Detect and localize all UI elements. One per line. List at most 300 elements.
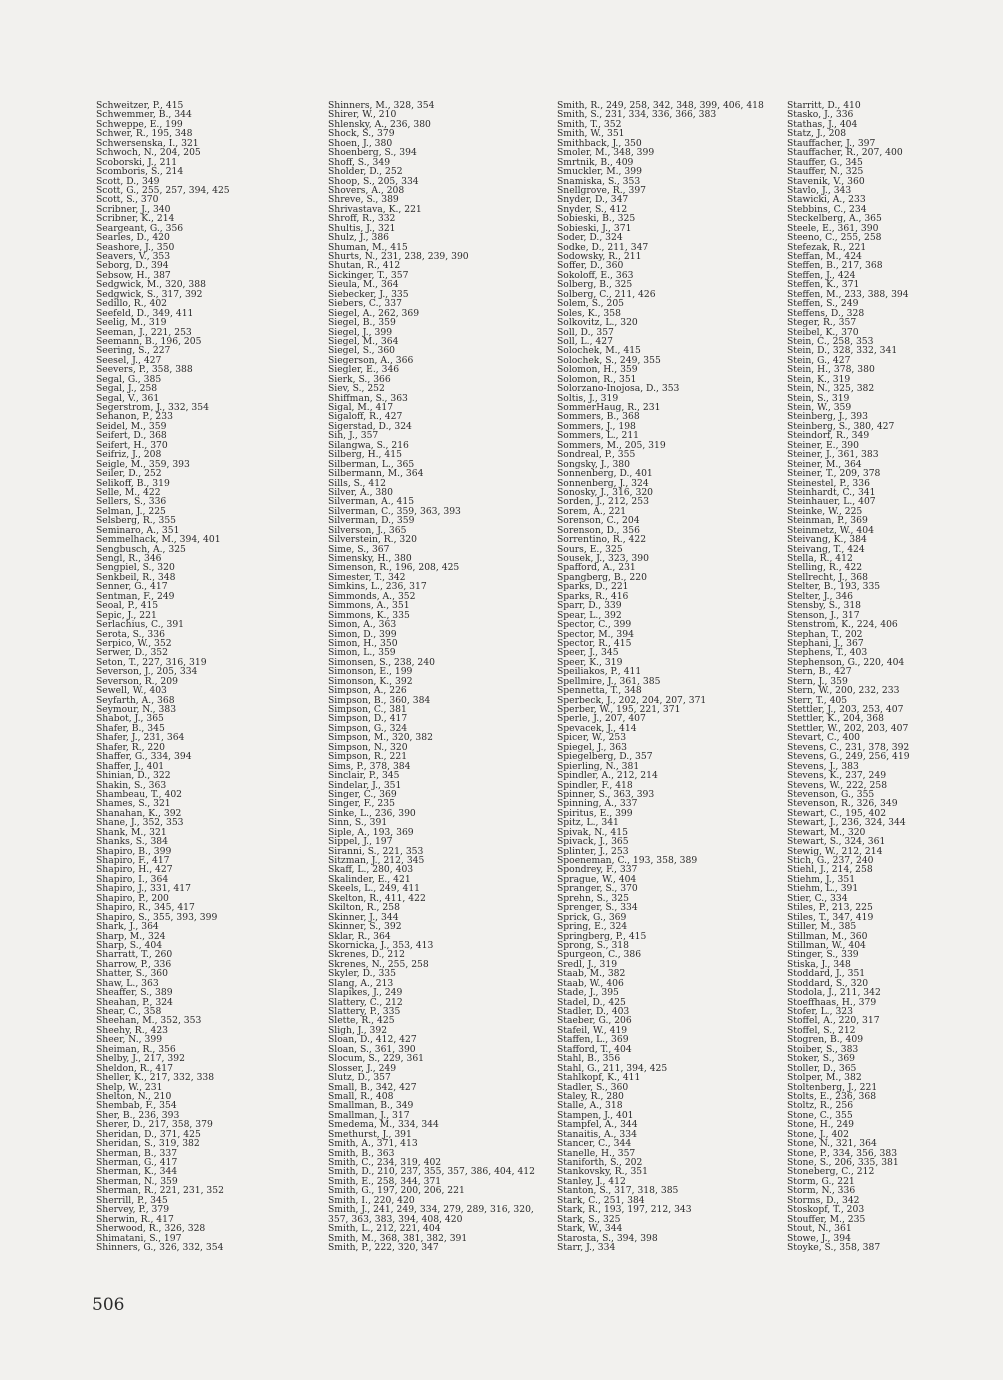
index-entry: Sherwood, R., 326, 328 [96, 1223, 206, 1235]
index-entry: Stiles, T., 347, 419 [787, 911, 874, 923]
index-entry: Steffen, B., 217, 368 [787, 260, 883, 272]
index-entry: Sime, S., 367 [328, 543, 390, 555]
index-entry: Sigerstad, D., 324 [328, 420, 412, 432]
index-entry: Sierk, S., 366 [328, 373, 391, 385]
index-entry: Serota, S., 336 [96, 628, 165, 640]
index-entry: Stephani, J., 367 [787, 637, 864, 649]
index-entry: Sholder, D., 252 [328, 166, 403, 178]
index-entry: Starritt, D., 410 [787, 100, 861, 111]
index-entry: Siebecker, J., 335 [328, 288, 409, 300]
index-entry: Stein, W., 359 [787, 402, 852, 413]
index-entry: Spiegel, J., 363 [557, 741, 627, 753]
index-entry: Stella, R., 412 [787, 553, 853, 564]
index-entry: Shapiro, F., 417 [96, 855, 170, 866]
index-entry: Shoenberg, S., 394 [328, 147, 417, 159]
index-entry: Sprick, G., 369 [557, 911, 627, 923]
index-entry: Stelter, B., 193, 335 [787, 581, 881, 593]
index-entry: Stade, J., 395 [557, 987, 619, 999]
index-entry: Stich, G., 237, 240 [787, 855, 874, 866]
index-entry: Selman, J., 225 [96, 505, 166, 517]
index-entry: Seminaro, A., 351 [96, 524, 180, 536]
index-entry: Storm, N., 336 [787, 1185, 856, 1197]
index-entry: Stillman, W., 404 [787, 939, 866, 951]
index-entry: Shakin, S., 363 [96, 779, 167, 791]
index-entry: Seesel, J., 427 [96, 354, 162, 366]
index-entry: Stiehl, J., 214, 258 [787, 864, 873, 876]
index-entry: Spangberg, B., 220 [557, 571, 647, 583]
index-entry: Stewart, J., 236, 324, 344 [787, 817, 906, 829]
index-entry: Sellers, S., 336 [96, 496, 167, 508]
index-entry: Spicer, W., 253 [557, 732, 627, 744]
index-entry: Seevers, P., 358, 388 [96, 364, 193, 376]
index-entry: Shafer, J., 231, 364 [96, 732, 185, 744]
index-entry: Segal, V., 361 [96, 392, 160, 404]
index-entry: Stark, W., 344 [557, 1223, 623, 1235]
index-entry: Slutz, D., 357 [328, 1072, 391, 1084]
index-entry: Shaffer, J., 401 [96, 760, 165, 772]
index-entry: Spranger, S., 370 [557, 883, 638, 895]
index-entry: Simmons, K., 335 [328, 609, 410, 621]
index-entry: Stadel, D., 425 [557, 996, 626, 1008]
index-entry: Springberg, P., 415 [557, 930, 647, 942]
index-entry: Stoddard, J., 351 [787, 968, 866, 980]
index-entry: Shafer, B., 345 [96, 722, 165, 734]
index-entry: Siegerson, A., 366 [328, 354, 414, 366]
index-entry: Stoller, D., 365 [787, 1062, 857, 1074]
index-entry: Smith, D., 210, 237, 355, 357, 386, 404, 412 [328, 1166, 535, 1178]
index-entry: Stelling, R., 422 [787, 562, 863, 574]
index-entry: Shambeau, T., 402 [96, 788, 183, 800]
index-entry: Stampen, J., 401 [557, 1109, 634, 1121]
index-entry: Stanaitis, A., 334 [557, 1128, 637, 1140]
index-entry: Slapikes, J., 249 [328, 987, 403, 999]
index-entry: Stahlkopf, K., 411 [557, 1072, 641, 1084]
index-entry: Sherman, B., 337 [96, 1147, 178, 1159]
index-entry: Sedillo, R., 402 [96, 298, 168, 310]
index-entry: Smallman, B., 349 [328, 1100, 414, 1112]
index-entry: Sommers, L., 211 [557, 430, 640, 442]
index-entry: Shervey, P., 379 [96, 1204, 170, 1216]
index-entry: Siranni, S., 221, 353 [328, 845, 424, 857]
index-entry: Simpson, A., 226 [328, 685, 407, 697]
index-entry: Stone, J., 402 [787, 1128, 849, 1140]
index-entry: Sheehy, R., 423 [96, 1024, 169, 1036]
index-entry: Smith, T., 352 [557, 118, 622, 130]
index-entry: Stoddard, S., 320 [787, 977, 869, 989]
index-entry: Scribner, J., 340 [96, 203, 171, 215]
index-entry: Stauffacher, J., 397 [787, 137, 876, 149]
index-entry: Slattery, C., 212 [328, 996, 403, 1008]
index-entry: Sippel, J., 197 [328, 836, 393, 848]
index-entry: Sih, J., 357 [328, 430, 379, 442]
index-entry: Sonnenberg, J., 324 [557, 477, 649, 489]
index-entry: Shabot, J., 365 [96, 713, 164, 725]
index-entry: Snyder, D., 347 [557, 194, 629, 206]
index-entry: Sprehn, S., 325 [557, 892, 629, 904]
index-entry: Sligh, J., 392 [328, 1024, 388, 1036]
index-entry: Stevart, C., 400 [787, 732, 861, 744]
index-entry: Smith, R., 249, 258, 342, 348, 399, 406, 418 [557, 100, 764, 111]
index-entry: Soles, K., 358 [557, 307, 621, 319]
index-entry: Stadler, D., 403 [557, 1006, 630, 1017]
index-entry: Stellrecht, J., 368 [787, 571, 868, 583]
index-entry: Silverson, J., 365 [328, 524, 407, 536]
index-entry: Shinners, M., 328, 354 [328, 100, 435, 111]
index-entry: Silverstein, R., 320 [328, 534, 417, 546]
index-entry: Spring, E., 324 [557, 921, 628, 933]
index-entry: Shimatani, S., 197 [96, 1232, 182, 1244]
index-entry: Sedgwick, M., 320, 388 [96, 279, 206, 291]
index-entry: Sinclair, P., 345 [328, 770, 400, 782]
index-entry: Shanks, S., 384 [96, 836, 168, 848]
index-entry: Smithback, J., 350 [557, 137, 642, 149]
index-entry: Shultis, J., 321 [328, 222, 396, 234]
index-entry: Simon, D., 399 [328, 628, 397, 640]
index-entry: Smuckler, M., 399 [557, 166, 642, 178]
index-entry: Stein, S., 319 [787, 392, 850, 404]
index-entry: Seashore, J., 350 [96, 241, 175, 253]
index-column-4 [787, 101, 910, 1252]
index-entry: Stoskopf, T., 203 [787, 1204, 865, 1216]
index-entry: Seavers, V., 353 [96, 251, 171, 262]
index-entry: Smith, L., 212, 221, 404 [328, 1223, 441, 1235]
index-entry: Segerstrom, J., 332, 354 [96, 402, 209, 413]
index-entry: Solochek, S., 249, 355 [557, 354, 661, 366]
index-entry: Stein, K., 319 [787, 373, 851, 385]
index-entry: Starosta, S., 394, 398 [557, 1232, 658, 1244]
index-entry: Stasko, J., 336 [787, 109, 854, 121]
index-entry: Seemann, B., 196, 205 [96, 335, 202, 347]
index-entry: Simonson, K., 392 [328, 675, 413, 687]
index-entry: Stewart, C., 195, 402 [787, 807, 887, 819]
index-entry: Spiritus, E., 399 [557, 807, 633, 819]
index-entry: Smith, P., 222, 320, 347 [328, 1241, 439, 1253]
index-entry: Shinian, D., 322 [96, 770, 171, 782]
index-entry: Shapiro, J., 331, 417 [96, 883, 191, 895]
index-entry: Seoal, P., 415 [96, 600, 159, 612]
index-entry: Stampfel, A., 344 [557, 1119, 638, 1131]
index-entry: Serpico, W., 352 [96, 637, 172, 649]
index-entry: Shelp, W., 231 [96, 1081, 163, 1093]
index-entry: Scott, G., 255, 257, 394, 425 [96, 184, 230, 196]
index-entry: Sherrill, P., 345 [96, 1194, 168, 1206]
index-entry: Steffen, K., 371 [787, 279, 860, 291]
index-entry: Sparks, D., 221 [557, 581, 629, 593]
index-entry: Smith, A., 371, 413 [328, 1138, 418, 1150]
index-entry: Sherman, G., 417 [96, 1157, 178, 1168]
index-entry: Shear, C., 358 [96, 1006, 162, 1017]
index-entry: Slang, A., 213 [328, 977, 394, 989]
index-entry: Stephens, T., 403 [787, 647, 868, 659]
index-entry: Sheridan, D., 371, 425 [96, 1128, 201, 1140]
index-entry: Shuman, M., 415 [328, 241, 408, 253]
index-entry: Seigle, M., 359, 393 [96, 458, 190, 470]
index-entry: Splinter, J., 253 [557, 845, 629, 857]
index-entry: SommerHaug, R., 231 [557, 402, 661, 413]
index-entry: Skaff, L., 280, 403 [328, 864, 414, 876]
index-entry: Sperle, J., 207, 407 [557, 713, 646, 725]
index-entry: Scomboris, S., 214 [96, 166, 184, 178]
index-entry: Steinman, P., 369 [787, 515, 868, 527]
index-entry: Sherwin, R., 417 [96, 1213, 174, 1225]
index-entry: Seering, S., 227 [96, 345, 171, 357]
index-entry: Sentman, F., 249 [96, 590, 175, 602]
index-entry: Starr, J., 334 [557, 1241, 616, 1253]
index-entry: Silbermann, M., 364 [328, 468, 424, 480]
index-entry: Silverman, D., 359 [328, 515, 415, 527]
index-entry: Spinning, A., 337 [557, 798, 638, 810]
index-entry: Solomon, H., 359 [557, 364, 638, 376]
index-entry: Stern, W., 200, 232, 233 [787, 685, 900, 697]
index-entry: Steffen, M., 233, 388, 394 [787, 288, 909, 300]
index-entry: Sommers, J., 198 [557, 420, 636, 432]
index-entry: Small, R., 408 [328, 1090, 394, 1102]
index-entry: Stone, C., 355 [787, 1109, 853, 1121]
index-entry: Seifert, H., 370 [96, 439, 168, 451]
index-entry: Soder, D., 324 [557, 232, 623, 244]
index-entry: Scoborski, J., 211 [96, 156, 178, 168]
index-entry: Sheller, K., 217, 332, 338 [96, 1072, 215, 1084]
index-entry: Sousek, J., 323, 390 [557, 553, 649, 564]
index-entry: Stancer, C., 344 [557, 1138, 632, 1150]
index-entry: Stier, C., 334 [787, 892, 848, 904]
index-entry: Simpson, M., 320, 382 [328, 732, 433, 744]
index-entry: Sims, P., 378, 384 [328, 760, 411, 772]
index-entry: Smith, J., 241, 249, 334, 279, 289, 316, 320, [328, 1204, 534, 1216]
index-entry: Sklar, R., 364 [328, 930, 391, 942]
index-entry: Seargeant, G., 356 [96, 222, 184, 234]
index-entry: Sepic, J., 221 [96, 609, 157, 621]
index-entry: Stone, H., 249 [787, 1119, 855, 1131]
index-entry: Stensby, S., 318 [787, 600, 862, 612]
index-entry: Silver, A., 380 [328, 486, 393, 498]
index-entry: Shiffman, S., 363 [328, 392, 408, 404]
index-entry: Simonson, E., 199 [328, 666, 413, 678]
index-entry: Solkovitz, L., 320 [557, 317, 638, 329]
index-entry: Shapiro, B., 399 [96, 845, 172, 857]
index-entry: Stevenson, G., 355 [787, 788, 875, 800]
index-entry: Stark, C., 251, 384 [557, 1194, 645, 1206]
index-entry: Steffen, J., 424 [787, 269, 856, 281]
index-entry: Stone, N., 321, 364 [787, 1138, 877, 1150]
index-entry: Smedema, M., 334, 344 [328, 1119, 439, 1131]
index-entry: Stathas, J., 404 [787, 118, 858, 130]
index-entry: Stern, B., 427 [787, 666, 852, 678]
index-entry: Simenson, R., 196, 208, 425 [328, 562, 460, 574]
index-entry: Sher, B., 236, 393 [96, 1109, 180, 1121]
index-entry: Stiehm, L., 391 [787, 883, 859, 895]
index-entry: Sredl, J., 319 [557, 958, 618, 970]
index-entry: Sharrow, P., 336 [96, 958, 172, 970]
index-entry: Shovers, A., 208 [328, 184, 405, 196]
index-entry: Spiegelberg, D., 357 [557, 751, 653, 763]
index-entry: Skinner, J., 344 [328, 911, 399, 923]
index-entry: Sonnenberg, D., 401 [557, 468, 653, 480]
index-entry: Scott, D., 349 [96, 175, 160, 187]
index-entry: Sheehan, M., 352, 353 [96, 1015, 202, 1027]
index-column-2 [328, 101, 535, 1252]
index-entry: Severson, J., 205, 334 [96, 666, 198, 678]
index-entry: Sorenson, C., 204 [557, 515, 640, 527]
index-entry: Sobieski, B., 325 [557, 213, 636, 225]
index-entry: Skrenes, D., 212 [328, 949, 405, 961]
index-entry: Spondrey, F., 337 [557, 864, 638, 876]
index-entry: Sengbusch, A., 325 [96, 543, 186, 555]
index-entry: Shaffer, G., 334, 394 [96, 751, 192, 763]
index-entry: Sharratt, T., 260 [96, 949, 173, 961]
index-entry: Steiner, J., 361, 383 [787, 449, 879, 461]
index-entry: Siple, A., 193, 369 [328, 826, 414, 838]
index-entry: Sheldon, R., 417 [96, 1062, 173, 1074]
index-entry: Sheer, N., 399 [96, 1034, 163, 1046]
index-entry: Shaw, L., 363 [96, 977, 159, 989]
index-entry: Stein, N., 325, 382 [787, 383, 875, 395]
index-entry: Smith, B., 363 [328, 1147, 395, 1159]
index-entry: Smrtnik, B., 409 [557, 156, 634, 168]
index-entry: Smith, G., 197, 200, 206, 221 [328, 1185, 465, 1197]
index-entry: Speiliakos, P., 411 [557, 666, 642, 678]
index-entry: Slattery, P., 335 [328, 1006, 401, 1017]
index-entry: Schweitzer, P., 415 [96, 100, 184, 111]
index-entry: Stevenson, R., 326, 349 [787, 798, 898, 810]
index-entry: Schwemmer, B., 344 [96, 109, 192, 121]
index-entry: Speer, J., 345 [557, 647, 619, 659]
index-entry: Sonosky, J., 316, 320 [557, 486, 654, 498]
index-entry: Segal, J., 258 [96, 383, 158, 395]
index-entry: Seymour, N., 383 [96, 704, 177, 715]
index-entry: Seefeld, D., 349, 411 [96, 307, 194, 319]
index-entry: Schwersenska, I., 321 [96, 137, 199, 149]
index-entry: Senner, G., 417 [96, 581, 168, 593]
index-entry: Stogren, B., 409 [787, 1034, 864, 1046]
index-entry: Snamiska, S., 353 [557, 175, 641, 187]
index-entry: Steivang, T., 424 [787, 543, 865, 555]
index-entry: Stillman, M., 360 [787, 930, 868, 942]
index-entry: Simensky, H., 380 [328, 553, 412, 564]
index-entry: Stettler, J., 203, 253, 407 [787, 704, 904, 715]
index-entry: Smith, W., 351 [557, 128, 625, 140]
index-entry: Stafeil, W., 419 [557, 1024, 628, 1036]
index-entry: Schweppe, E., 199 [96, 118, 183, 130]
index-entry: Skalinder, E., 421 [328, 873, 411, 885]
index-entry: Shirer, W., 210 [328, 109, 397, 121]
index-entry: Sherman, R., 221, 231, 352 [96, 1185, 224, 1197]
index-entry: Sheaffer, S., 389 [96, 987, 173, 999]
index-entry: Sobieski, J., 371 [557, 222, 632, 234]
index-entry: Sodke, D., 211, 347 [557, 241, 649, 253]
index-entry: Simkins, L., 236, 317 [328, 581, 427, 593]
index-entry: Sommers, B., 368 [557, 411, 640, 423]
index-entry: Shinners, G., 326, 332, 354 [96, 1241, 224, 1253]
index-entry: Speer, K., 319 [557, 656, 623, 668]
index-entry: Sokoloff, E., 363 [557, 269, 634, 281]
index-entry: Stavenik, V., 360 [787, 175, 865, 187]
index-entry: Seyfarth, A., 368 [96, 694, 175, 706]
index-entry: Spevacek, J., 414 [557, 722, 637, 734]
index-entry: Sigal, M., 417 [328, 402, 394, 413]
index-entry: Stark, R., 193, 197, 212, 343 [557, 1204, 692, 1216]
index-entry: Stein, C., 258, 353 [787, 335, 874, 347]
index-entry: Seifriz, J., 208 [96, 449, 162, 461]
index-entry: Siev, S., 252 [328, 383, 385, 395]
index-entry: Sinn, S., 391 [328, 817, 388, 829]
index-entry: Sills, S., 412 [328, 477, 386, 489]
index-entry: Spindler, F., 418 [557, 779, 633, 791]
index-entry: Stolts, E., 236, 368 [787, 1090, 877, 1102]
index-entry: Shroff, R., 332 [328, 213, 396, 225]
index-entry: Simmons, A., 351 [328, 600, 410, 612]
index-entry: Serwer, D., 352 [96, 647, 168, 659]
index-entry: Steiner, E., 390 [787, 439, 859, 451]
index-entry: Stiska, J., 348 [787, 958, 851, 970]
index-entry: Simon, A., 363 [328, 619, 397, 631]
index-entry: Stoltenberg, J., 221 [787, 1081, 878, 1093]
index-entry: Stavlo, J., 343 [787, 184, 852, 196]
index-entry: Schwoch, N., 204, 205 [96, 147, 201, 159]
index-entry: Steeno, C., 255, 258 [787, 232, 882, 244]
index-entry: Shapiro, H., 427 [96, 864, 173, 876]
index-entry: Singer, F., 235 [328, 798, 395, 810]
index-entry: Stevens, W., 222, 258 [787, 779, 888, 791]
index-entry: Stinger, S., 339 [787, 949, 859, 961]
index-entry: Scribner, K., 214 [96, 213, 175, 225]
index-entry: Senkbeil, R., 348 [96, 571, 176, 583]
index-entry: Stevens, J., 383 [787, 760, 859, 772]
index-entry: Shoff, S., 349 [328, 156, 391, 168]
index-entry: Selle, M., 422 [96, 486, 161, 498]
index-entry: Siegler, E., 346 [328, 364, 400, 376]
index-entry: Sewell, W., 403 [96, 685, 167, 697]
index-entry: Shark, J., 364 [96, 921, 159, 933]
index-entry: Shelton, N., 210 [96, 1090, 172, 1102]
index-entry: Siegel, M., 364 [328, 335, 399, 347]
index-entry: Stewart, M., 320 [787, 826, 866, 838]
index-entry: Stanelle, H., 357 [557, 1147, 636, 1159]
index-entry: Shafer, R., 220 [96, 741, 165, 753]
index-entry: Spitz, L., 341 [557, 817, 619, 829]
index-entry: Solomon, R., 351 [557, 373, 637, 385]
index-entry: Smith, I., 220, 420 [328, 1194, 415, 1206]
index-entry: Sehanon, P., 233 [96, 411, 173, 423]
index-entry: Solem, S., 205 [557, 298, 625, 310]
index-entry: Silverman, A., 415 [328, 496, 415, 508]
index-entry: Seidel, M., 359 [96, 420, 167, 432]
index-column-1 [96, 101, 230, 1252]
index-entry: Siegel, J., 399 [328, 326, 393, 338]
index-entry: Silverman, C., 359, 363, 393 [328, 505, 461, 517]
index-entry: Stawicki, A., 233 [787, 194, 866, 206]
index-entry: Stewig, W., 212, 214 [787, 845, 883, 857]
index-entry: Stenstrom, K., 224, 406 [787, 619, 898, 631]
index-entry: Steffens, D., 328 [787, 307, 865, 319]
index-entry: Spear, L., 392 [557, 609, 622, 621]
index-entry: Slette, R., 425 [328, 1015, 395, 1027]
index-entry: Stebbins, C., 234 [787, 203, 867, 215]
index-entry: Soll, L., 427 [557, 335, 613, 347]
index-entry: Sommers, M., 205, 319 [557, 439, 666, 451]
index-entry: Storms, D., 342 [787, 1194, 860, 1206]
index-entry: Stadler, S., 360 [557, 1081, 629, 1093]
index-entry: Snyder, S., 412 [557, 203, 628, 215]
index-entry: Spellmire, J., 361, 385 [557, 675, 661, 687]
index-entry: Seton, T., 227, 316, 319 [96, 656, 207, 668]
index-entry: Stahl, G., 211, 394, 425 [557, 1062, 668, 1074]
index-entry: Sigaloff, R., 427 [328, 411, 403, 423]
index-entry: Smith, S., 231, 334, 336, 366, 383 [557, 109, 717, 121]
index-entry: Stein, H., 378, 380 [787, 364, 875, 376]
index-entry: Stein, D., 328, 332, 341 [787, 345, 898, 357]
index-entry: Sparks, R., 416 [557, 590, 629, 602]
